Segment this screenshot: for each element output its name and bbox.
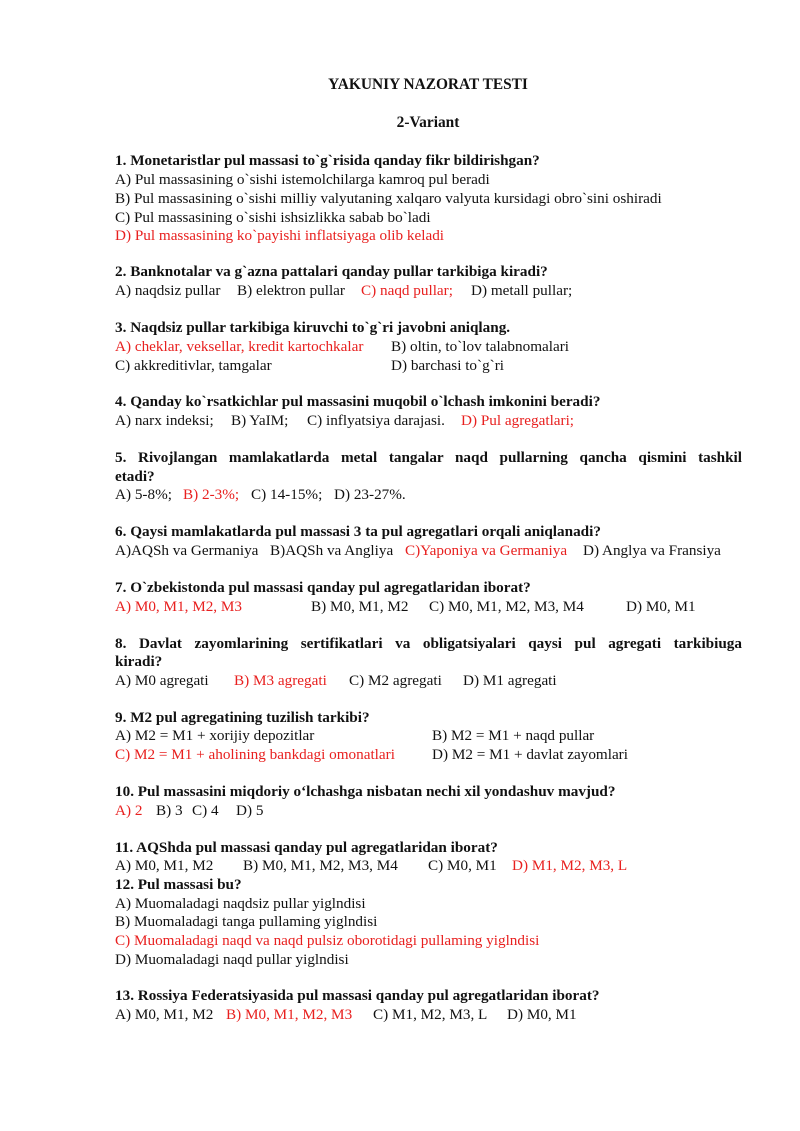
q6-option-a: A)AQSh va Germaniya [115,542,259,559]
q13-option-a: A) M0, M1, M2 [115,1006,214,1023]
q4-option-a: A) narx indeksi; [115,412,214,429]
q7-option-b: B) M0, M1, M2 [311,598,409,615]
variant-label: 2-Variant [396,114,460,131]
q4-option-d-correct: D) Pul agregatlari; [461,412,575,429]
question-13: 13. Rossiya Federatsiyasida pul massasi qanday pul agregatlaridan iborat? [115,987,600,1004]
q12-option-b: B) Muomaladagi tanga pullaming yiglndisi [115,913,378,930]
question-4: 4. Qanday ko`rsatkichlar pul massasini muqobil o`lchash imkonini beradi? [115,393,601,410]
question-3: 3. Naqdsiz pullar tarkibiga kiruvchi to`g`ri javobni aniqlang. [115,319,511,336]
q8-option-d: D) M1 agregati [463,672,557,689]
q4-option-c: C) inflyatsiya darajasi. [307,412,445,429]
q4-option-b: B) YaIM; [231,412,289,429]
q1-option-c: C) Pul massasining o`sishi ishsizlikka sabab bo`ladi [115,209,431,226]
q1-option-d-correct: D) Pul massasining ko`payishi inflatsiyaga olib keladi [115,227,445,244]
q13-option-d: D) M0, M1 [507,1006,577,1023]
q12-option-c-correct: C) Muomaladagi naqd va naqd pulsiz oborotidagi pullaming yiglndisi [115,932,540,949]
question-8-line1: 8. Davlat zayomlarining sertifikatlari va obligatsiyalari qaysi pul agregati tarkibiuga [115,635,742,652]
question-5-line1: 5. Rivojlangan mamlakatlarda metal tangalar naqd pullarning qancha qismini tashkil [115,449,742,466]
q8-option-b-correct: B) M3 agregati [234,672,327,689]
q5-option-d: D) 23-27%. [334,486,406,503]
q7-option-d: D) M0, M1 [626,598,696,615]
q11-option-c: C) M0, M1 [428,857,497,874]
q3-option-b: B) oltin, to`lov talabnomalari [391,338,569,355]
q1-option-a: A) Pul massasining o`sishi istemolchilarga kamroq pul beradi [115,171,490,188]
q7-option-c: C) M0, M1, M2, M3, M4 [429,598,584,615]
q10-option-b: B) 3 [156,802,183,819]
q9-option-c-correct: C) M2 = M1 + aholining bankdagi omonatlari [115,746,395,763]
q10-option-d: D) 5 [236,802,264,819]
question-10: 10. Pul massasini miqdoriy o‘lchashga nisbatan nechi xil yondashuv mavjud? [115,783,616,800]
q11-option-a: A) M0, M1, M2 [115,857,214,874]
q11-option-b: B) M0, M1, M2, M3, M4 [243,857,398,874]
question-8-line2: kiradi? [115,653,163,670]
question-6: 6. Qaysi mamlakatlarda pul massasi 3 ta pul agregatlari orqali aniqlanadi? [115,523,601,540]
q2-option-a: A) naqdsiz pullar [115,282,221,299]
q6-option-d: D) Anglya va Fransiya [583,542,721,559]
q2-option-c-correct: C) naqd pullar; [361,282,453,299]
q3-option-a-correct: A) cheklar, veksellar, kredit kartochkalar [115,338,364,355]
q5-option-b-correct: B) 2-3%; [183,486,240,503]
q2-option-d: D) metall pullar; [471,282,573,299]
q10-option-a-correct: A) 2 [115,802,143,819]
q7-option-a-correct: A) M0, M1, M2, M3 [115,598,242,615]
q5-option-a: A) 5-8%; [115,486,172,503]
q9-option-a: A) M2 = M1 + xorijiy depozitlar [115,727,315,744]
q1-option-b: B) Pul massasining o`sishi milliy valyutaning xalqaro valyuta kursidagi obro`sini oshiradi [115,190,662,207]
q9-option-d: D) M2 = M1 + davlat zayomlari [432,746,628,763]
question-7: 7. O`zbekistonda pul massasi qanday pul agregatlaridan iborat? [115,579,531,596]
q5-option-c: C) 14-15%; [251,486,323,503]
page-title: YAKUNIY NAZORAT TESTI [328,76,528,93]
q3-option-c: C) akkreditivlar, tamgalar [115,357,272,374]
q10-option-c: C) 4 [192,802,219,819]
q13-option-c: C) M1, M2, M3, L [373,1006,488,1023]
question-1: 1. Monetaristlar pul massasi to`g`risida qanday fikr bildirishgan? [115,152,540,169]
question-5-line2: etadi? [115,468,155,485]
q13-option-b-correct: B) M0, M1, M2, M3 [226,1006,353,1023]
question-11: 11. AQShda pul massasi qanday pul agregatlaridan iborat? [115,839,498,856]
q2-option-b: B) elektron pullar [237,282,345,299]
q9-option-b: B) M2 = M1 + naqd pullar [432,727,595,744]
q8-option-a: A) M0 agregati [115,672,209,689]
question-2: 2. Banknotalar va g`azna pattalari qanday pullar tarkibiga kiradi? [115,263,548,280]
q6-option-b: B)AQSh va Angliya [270,542,394,559]
question-9: 9. M2 pul agregatining tuzilish tarkibi? [115,709,370,726]
question-12: 12. Pul massasi bu? [115,876,242,893]
q11-option-d-correct: D) M1, M2, M3, L [512,857,628,874]
q12-option-a: A) Muomaladagi naqdsiz pullar yiglndisi [115,895,366,912]
q3-option-d: D) barchasi to`g`ri [391,357,505,374]
q6-option-c-correct: C)Yaponiya va Germaniya [405,542,568,559]
q12-option-d: D) Muomaladagi naqd pullar yiglndisi [115,951,349,968]
q8-option-c: C) M2 agregati [349,672,442,689]
